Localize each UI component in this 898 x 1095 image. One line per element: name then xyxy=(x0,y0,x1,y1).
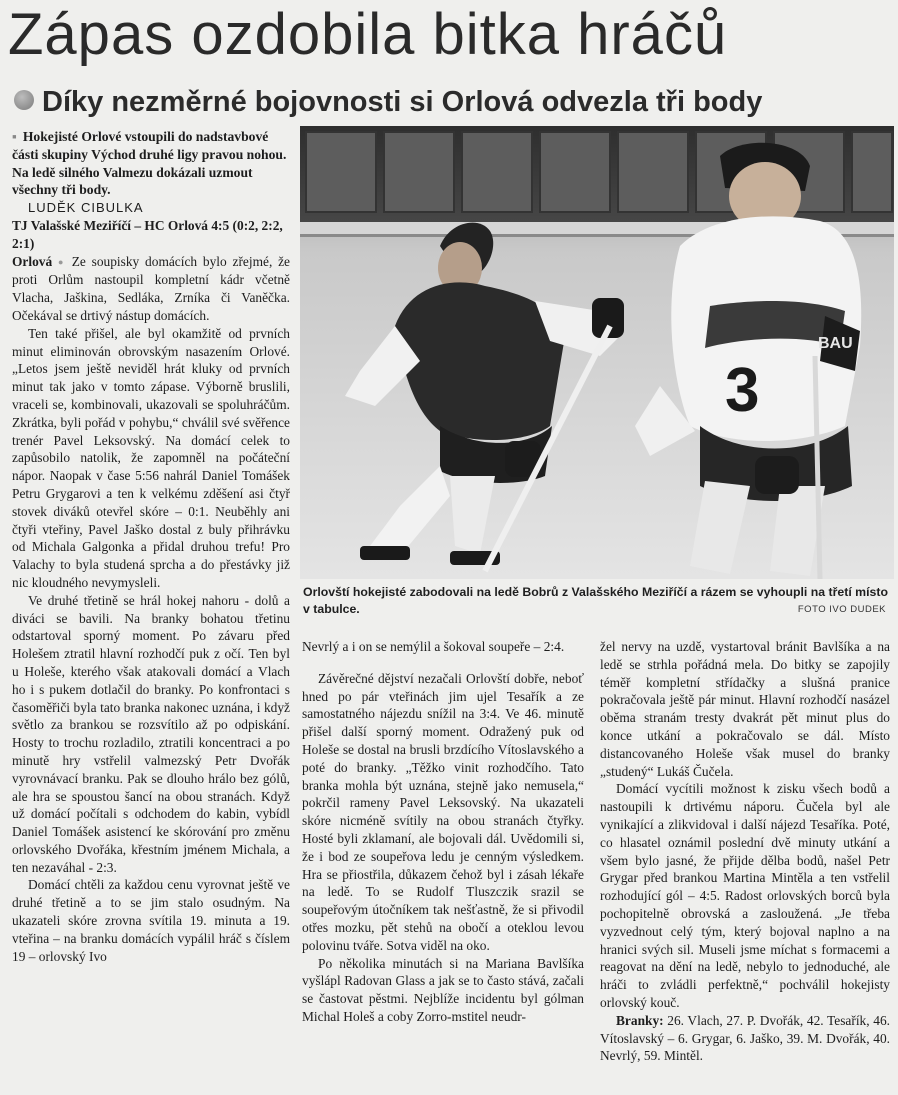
lead-text: Hokejisté Orlové vstoupili do nadstavbové části skupiny Východ druhé ligy pravou nohou. Na ledě silného Valmezu dokázali uzmout všechny tři body. xyxy=(12,129,287,198)
goals-summary xyxy=(600,1012,890,1065)
article-column-2 xyxy=(302,638,584,1026)
lead-mark-icon: ▪ xyxy=(12,129,17,144)
dateline: Orlová xyxy=(12,253,53,269)
article-column-3 xyxy=(600,638,890,1065)
hockey-photo xyxy=(300,126,894,579)
subheadline-text: Díky nezměrné bojovnosti si Orlová odvezla tři body xyxy=(42,86,763,118)
paragraph: Ten také přišel, ale byl okamžitě od prvních minut eliminován obrovským nasazením Orlové. „Letos jsem ještě neviděl hrát kluky od prvních minut tak jako v tomto zápase. Výborně bruslili, vraceli se, kombinovali, ukazovali se spoluhráčům. Zkrátka, byli pořád v pohybu,“ chválil své svěřence trenér Pavel Leksovský. Na domácí celek to zapůsobilo natolik, že zapomněl na počáteční nápor. Naopak v čase 5:56 nahrál Daniel Tomášek Petru Grygarovi a ten k velkému zděšení asi čtyř stovek diváků otevřel skóre – 0:1. Neuběhly ani čtyři vteřiny, Pavel Jaško dostal z buly přihrávku od Michala Galgonka a přidal druhou trefu! Pro Valachy to byla studená sprcha a do přestávky již nic kloudného nevymysleli. xyxy=(12,325,290,590)
bullet-icon xyxy=(14,90,34,110)
paragraph: Po několika minutách si na Mariana Bavlšíka vyšlápl Radovan Glass a jak se to často stává, začali se častovat pěstmi. Nejblíže incidentu byl gólman Michal Holeš a coby Zorro-mstitel neudr- xyxy=(302,955,584,1024)
paragraph: Domácí vycítili možnost k zisku všech bodů a nastoupili k drtivému náporu. Čučela byl ale vynikající a zlikvidoval i další nájezd Tesaříka. Poté, co hlasatel oznámil poslední dvě minuty utkání a všem bylo jasné, že přijde dělba bodů, našel Petr Grygar před brankou Martina Mintěla a ten vstřelil rozhodující gól – 4:5. Radost orlovských borců byla pochopitelně obrovská a zasloužená. „Je třeba vyzvednout celý tým, který bojoval naplno a na hranici svých sil. Museli jsme míchat s formacemi a reagovat na dění na ledě, nebylo to jednoduché, ale hráči to zvládli perfektně,“ pochválil hokejisty orlovský kouč. xyxy=(600,781,890,1010)
match-result: TJ Valašské Meziříčí – HC Orlová 4:5 (0:2, 2:2, 2:1) xyxy=(12,217,283,251)
glove-brand: BAU xyxy=(818,335,853,352)
paragraph-text: Ze soupisky domácích bylo zřejmé, že proti Orlům nastoupil kompletní kádr včetně Vlacha, Jaškina, Sedláka, Zrníka či Vaněčka. Očekával se drtivý nástup domácích. xyxy=(12,253,290,323)
headline: Zápas ozdobila bitka hráčů xyxy=(8,2,728,67)
paragraph xyxy=(12,253,290,325)
article-column-1 xyxy=(12,128,290,965)
jersey-number: 3 xyxy=(725,356,760,425)
lead-paragraph xyxy=(12,128,290,199)
paragraph: Domácí chtěli za každou cenu vyrovnat ještě ve druhé třetině a to se jim stalo osudným. Na ukazateli skóre zrovna svítila 19. minuta a 19. vteřina – na branku domácích vypálil hráč s číslem 19 – orlovský Ivo xyxy=(12,877,290,964)
goals-label: Branky: xyxy=(616,1012,664,1028)
paragraph: Nevrlý a i on se nemýlil a šokoval soupeře – 2:4. xyxy=(302,639,565,654)
photo-caption: Orlovští hokejisté zabodovali na ledě Bobrů z Valašského Meziříčí a rázem se vyhoupli na třetí místo v tabulce. xyxy=(303,585,888,616)
author-byline: LUDĚK CIBULKA xyxy=(28,200,144,216)
paragraph: Ve druhé třetině se hrál hokej nahoru - dolů a diváci se bavili. Na branky bohatou třetinu odstartoval sporný moment. Po závaru před Holešem ztratil hlavní rozhodčí puk z očí. Ten byl u Holeše, kterého však atakovali domácí a Vlach ho i s pukem dotlačil do branky. Po konfrontaci s časoměřiči byla tato branka nakonec uznána, i když světlo za brankou se rozsvítilo až po odpiskání. Hosty to trochu rozladilo, ztratili koncentraci a po minutě hry vstřelil valmezský Petr Dvořák vyrovnávací branku. Pak se dlouho hrálo bez gólů, ale hra se spoustou šancí na obou stranách. Když už domácí počítali s odchodem do kabin, vybídl Daniel Tomášek asistencí ke skórování pro změnu orlovského Dvořáka, křestním jménem Michala, a ten nezaváhal - 2:3. xyxy=(12,592,290,875)
photo-credit: FOTO IVO DUDEK xyxy=(797,604,886,615)
separator-dot-icon: ● xyxy=(57,256,66,267)
subheadline xyxy=(14,82,894,122)
paragraph: žel nervy na uzdě, vystartoval bránit Bavlšíka a na ledě se strhla pořádná mela. Do bitky se zapojily téměř kompletní střídačky a slušná pranice pokračovala ještě pár minut. Hlavní rozhodčí nasázel oběma stranám tresty dvakrát pět minut plus do konce utkání a pokračovalo se dál. Místo distancovaného Holeše však musel do branky „studený“ Lukáš Čučela. xyxy=(600,639,890,779)
goals-text: 26. Vlach, 27. P. Dvořák, 42. Tesařík, 46. Vítoslavský – 6. Grygar, 6. Jaško, 39. M. Dvořák, 40. Nevrlý, 59. Mintěl. xyxy=(600,1012,890,1064)
paragraph: Závěrečné dějství nezačali Orlovští dobře, neboť hned po pár vteřinách jim ujel Tesařík a ze samostatného nájezdu snížil na 3:4. Ve 46. minutě přišel další sporný moment. Odražený puk od Holeše se dostal na brusli brzdícího Vítoslavského a poté do branky. „Těžko vinit rozhodčího. Tato branka mohla být uznána, stejně jako nemusela,“ pokrčil rameny Pavel Leksovský. Na ukazateli skóre nicméně svítily na obou stranách čtyřky. Hosté byli zklamaní, ale bojovali dál. Uvědomili si, že i bod ze soupeřova ledu je cenným výsledkem. Hra se přiostřila, důkazem čehož byl i zásah lékaře na ledě. To se Rudolf Tluszczik srazil se soupeřovým útočníkem tak nešťastně, že si přivodil otřes mozku, pět stehů na obočí a oteklou levou polovinu tváře. Sotva viděl na oko. xyxy=(302,670,584,953)
